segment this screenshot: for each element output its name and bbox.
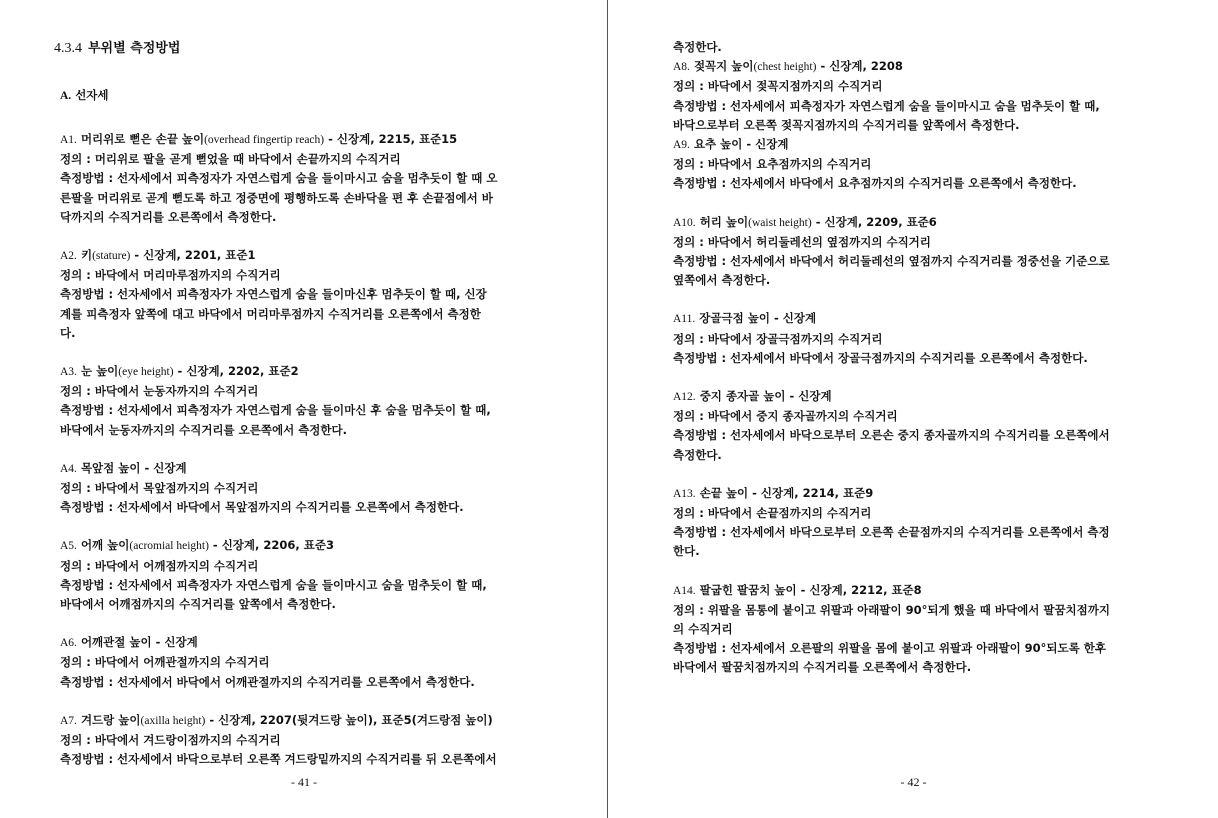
- item-english-name: (overhead fingertip reach): [204, 134, 325, 146]
- measurement-item: [54, 130, 551, 227]
- item-english-name: (waist height): [748, 216, 812, 229]
- item-reference: - 신장계, 2202, 표준2: [173, 364, 299, 379]
- item-heading: [54, 459, 551, 479]
- item-name: 어깨관절 높이: [80, 635, 152, 650]
- measurement-item: [667, 135, 1164, 194]
- item-definition: 정의 : 바닥에서 젖꼭지점까지의 수직거리: [673, 79, 883, 94]
- item-method-line: 바닥에서 눈동자까지의 수직거리를 오른쪽에서 측정한다.: [60, 422, 347, 437]
- item-method-line: 측정방법 : 선자세에서 피측정자가 자연스럽게 숨을 들이마시고 숨을 멈추듯이 할 때,: [673, 98, 1100, 113]
- item-definition: 정의 : 머리위로 팔을 곧게 뻗었을 때 바닥에서 손끝까지의 수직거리: [60, 152, 401, 167]
- item-reference: - 신장계, 2215, 표준15: [324, 132, 458, 146]
- item-code: A8.: [673, 61, 690, 74]
- item-name: 중지 종자골 높이: [699, 389, 786, 404]
- subsection-heading: [60, 86, 551, 104]
- item-name: 허리 높이: [699, 214, 749, 229]
- page-42-content: [667, 38, 1164, 697]
- item-definition: 정의 : 바닥에서 눈동자까지의 수직거리: [60, 384, 259, 399]
- item-english-name: (acromial height): [129, 540, 209, 553]
- measurement-item: [54, 536, 551, 614]
- measurement-item: [667, 484, 1164, 562]
- item-code: A3.: [60, 366, 77, 379]
- item-code: A9.: [673, 139, 690, 152]
- item-reference: - 신장계, 2209, 표준6: [811, 214, 937, 229]
- item-reference: - 신장계, 2206, 표준3: [208, 538, 334, 553]
- item-name: 팔굽힌 팔꿈치 높이: [699, 582, 797, 597]
- item-reference: - 신장계: [742, 137, 789, 152]
- item-code: A13.: [673, 487, 696, 500]
- section-number: 4.3.4: [54, 41, 82, 56]
- item-heading: [667, 581, 1164, 601]
- item-method-line: 른팔을 머리위로 곧게 뻗도록 하고 정중면에 평행하도록 손바닥을 편 후 손끝점에서 바: [60, 190, 493, 205]
- measurement-item: [54, 711, 551, 770]
- item-method-line: 측정방법 : 선자세에서 바닥으로부터 오른쪽 겨드랑밑까지의 수직거리를 뒤 오른쪽에서: [60, 752, 497, 767]
- item-reference: - 신장계, 2201, 표준1: [130, 248, 256, 263]
- measurement-item: [54, 362, 551, 440]
- item-heading: [667, 484, 1164, 504]
- item-code: A11.: [673, 313, 696, 326]
- item-method-line: 측정방법 : 선자세에서 바닥에서 요추점까지의 수직거리를 오른쪽에서 측정한다.: [673, 176, 1077, 191]
- item-name: 머리위로 뻗은 손끝 높이: [80, 132, 205, 146]
- item-definition: 정의 : 바닥에서 장골극점까지의 수직거리: [673, 331, 883, 346]
- item-heading: [667, 57, 1164, 77]
- item-name: 목앞점 높이: [80, 460, 141, 475]
- page-42: [609, 0, 1218, 818]
- item-heading: [54, 246, 551, 266]
- measurement-item: [667, 387, 1164, 465]
- item-method-line: 옆쪽에서 측정한다.: [673, 273, 771, 288]
- item-method-line: 측정방법 : 선자세에서 오른팔의 위팔을 몸에 붙이고 위팔과 아래팔이 90°되도록 한후: [673, 641, 1106, 656]
- item-definition: 정의 : 위팔을 몸통에 붙이고 위팔과 아래팔이 90°되게 했을 때 바닥에서 팔꿈치점까지: [673, 602, 1110, 617]
- item-method-line: 측정방법 : 선자세에서 바닥에서 목앞점까지의 수직거리를 오른쪽에서 측정한다.: [60, 500, 464, 515]
- item-english-name: (chest height): [753, 61, 817, 74]
- page-41-content: [54, 38, 551, 788]
- item-code: A10.: [673, 216, 696, 229]
- item-method-line: 계를 피측정자 앞쪽에 대고 바닥에서 머리마루점까지 수직거리를 오른쪽에서 측정한: [60, 306, 481, 321]
- item-heading: [667, 135, 1164, 155]
- item-method-line: 다.: [60, 325, 76, 340]
- item-definition: 정의 : 바닥에서 어깨관절까지의 수직거리: [60, 655, 270, 670]
- item-name: 장골극점 높이: [699, 311, 770, 326]
- item-reference: - 신장계, 2214, 표준9: [748, 485, 874, 500]
- page-number: - 41 -: [291, 775, 317, 789]
- page-divider: [607, 0, 608, 818]
- item-method-line: 측정방법 : 선자세에서 바닥으로부터 오른쪽 손끝점까지의 수직거리를 오른쪽에서 측정: [673, 525, 1110, 540]
- item-name: 젖꼭지 높이: [693, 59, 754, 74]
- item-reference: - 신장계, 2212, 표준8: [796, 582, 922, 597]
- item-definition: 정의 : 바닥에서 요추점까지의 수직거리: [673, 157, 872, 172]
- subsection-letter: A.: [60, 90, 72, 102]
- item-definition: 정의 : 바닥에서 겨드랑이점까지의 수직거리: [60, 733, 281, 748]
- item-name: 손끝 높이: [699, 485, 749, 500]
- item-reference: - 신장계: [151, 635, 198, 650]
- item-reference: - 신장계, 2208: [816, 59, 903, 74]
- item-method-line: 바닥으로부터 오른쪽 젖꼭지점까지의 수직거리를 앞쪽에서 측정한다.: [673, 117, 1020, 132]
- item-name: 눈 높이: [80, 364, 119, 379]
- measurement-item: [54, 633, 551, 692]
- item-heading: [54, 633, 551, 653]
- item-heading: [54, 711, 551, 731]
- measurement-item: [667, 581, 1164, 678]
- section-title: 부위별 측정방법: [88, 41, 181, 56]
- item-method-line: 측정방법 : 선자세에서 바닥에서 허리둘레선의 옆점까지 수직거리를 정중선을 기준으로: [673, 254, 1110, 269]
- measurement-list: [54, 130, 551, 769]
- item-heading: [54, 130, 551, 150]
- item-reference: - 신장계: [140, 460, 187, 475]
- item-heading: [54, 536, 551, 556]
- item-english-name: (stature): [92, 250, 131, 263]
- measurement-item: [54, 459, 551, 518]
- item-heading: [667, 387, 1164, 407]
- item-definition: 정의 : 바닥에서 머리마루점까지의 수직거리: [60, 268, 281, 283]
- item-method-line: 닥까지의 수직거리를 오른쪽에서 측정한다.: [60, 209, 277, 224]
- item-method-line: 바닥에서 팔꿈치점까지의 수직거리를 오른쪽에서 측정한다.: [673, 660, 972, 675]
- item-method-line: 한다.: [673, 544, 700, 559]
- item-english-name: (eye height): [118, 366, 174, 379]
- page-number: - 42 -: [900, 775, 927, 789]
- item-heading: [667, 213, 1164, 233]
- subsection-title: 선자세: [75, 88, 109, 102]
- continued-text: 측정한다.: [673, 40, 722, 54]
- item-method-line: 측정방법 : 선자세에서 바닥에서 어깨관절까지의 수직거리를 오른쪽에서 측정한다.: [60, 674, 475, 689]
- item-code: A4.: [60, 462, 77, 475]
- item-method-line: 측정방법 : 선자세에서 바닥에서 장골극점까지의 수직거리를 오른쪽에서 측정한다.: [673, 350, 1088, 365]
- item-method-line: 측정방법 : 선자세에서 피측정자가 자연스럽게 숨을 들이마신 후 숨을 멈추듯이 할 때,: [60, 403, 491, 418]
- item-method-line: 측정방법 : 선자세에서 피측정자가 자연스럽게 숨을 들이마신후 멈추듯이 할 때, 신장: [60, 287, 487, 302]
- measurement-list: [667, 57, 1164, 677]
- item-method-line: 측정방법 : 선자세에서 바닥으로부터 오른손 중지 종자골까지의 수직거리를 오른쪽에서: [673, 428, 1110, 443]
- item-definition: 정의 : 바닥에서 손끝점까지의 수직거리: [673, 506, 872, 521]
- item-reference: - 신장계, 2207(뒷겨드랑 높이), 표준5(겨드랑점 높이): [205, 712, 493, 727]
- page-41: [0, 0, 608, 818]
- item-reference: - 신장계: [769, 311, 817, 326]
- item-code: A14.: [673, 584, 696, 597]
- item-code: A5.: [60, 540, 77, 553]
- item-definition: 정의 : 바닥에서 중지 종자골까지의 수직거리: [673, 409, 898, 424]
- item-definition: 정의 : 바닥에서 목앞점까지의 수직거리: [60, 481, 259, 496]
- item-code: A2.: [60, 250, 77, 263]
- item-code: A12.: [673, 391, 696, 404]
- item-name: 키: [80, 248, 93, 263]
- measurement-item: [667, 213, 1164, 291]
- item-method-line: 측정방법 : 선자세에서 피측정자가 자연스럽게 숨을 들이마시고 숨을 멈추듯이 할 때 오: [60, 171, 498, 186]
- item-method-line: 바닥에서 어깨점까지의 수직거리를 앞쪽에서 측정한다.: [60, 597, 336, 612]
- section-heading: [54, 38, 551, 60]
- item-name: 어깨 높이: [80, 538, 130, 553]
- item-heading: [54, 362, 551, 382]
- item-code: A1.: [60, 134, 77, 146]
- item-definition-cont: 의 수직거리: [673, 622, 733, 637]
- measurement-item: [54, 246, 551, 343]
- item-method-line: 측정한다.: [673, 447, 722, 462]
- item-heading: [667, 309, 1164, 329]
- item-code: A6.: [60, 637, 77, 650]
- item-code: A7.: [60, 714, 77, 727]
- item-name: 요추 높이: [693, 137, 743, 152]
- item-name: 겨드랑 높이: [80, 712, 141, 727]
- item-english-name: (axilla height): [140, 714, 206, 727]
- measurement-item: [667, 57, 1164, 135]
- item-definition: 정의 : 바닥에서 어깨점까지의 수직거리: [60, 558, 259, 573]
- item-method-line: 측정방법 : 선자세에서 피측정자가 자연스럽게 숨을 들이마시고 숨을 멈추듯이 할 때,: [60, 577, 487, 592]
- item-definition: 정의 : 바닥에서 허리둘레선의 옆점까지의 수직거리: [673, 234, 931, 249]
- measurement-item: [667, 309, 1164, 368]
- item-reference: - 신장계: [785, 389, 832, 404]
